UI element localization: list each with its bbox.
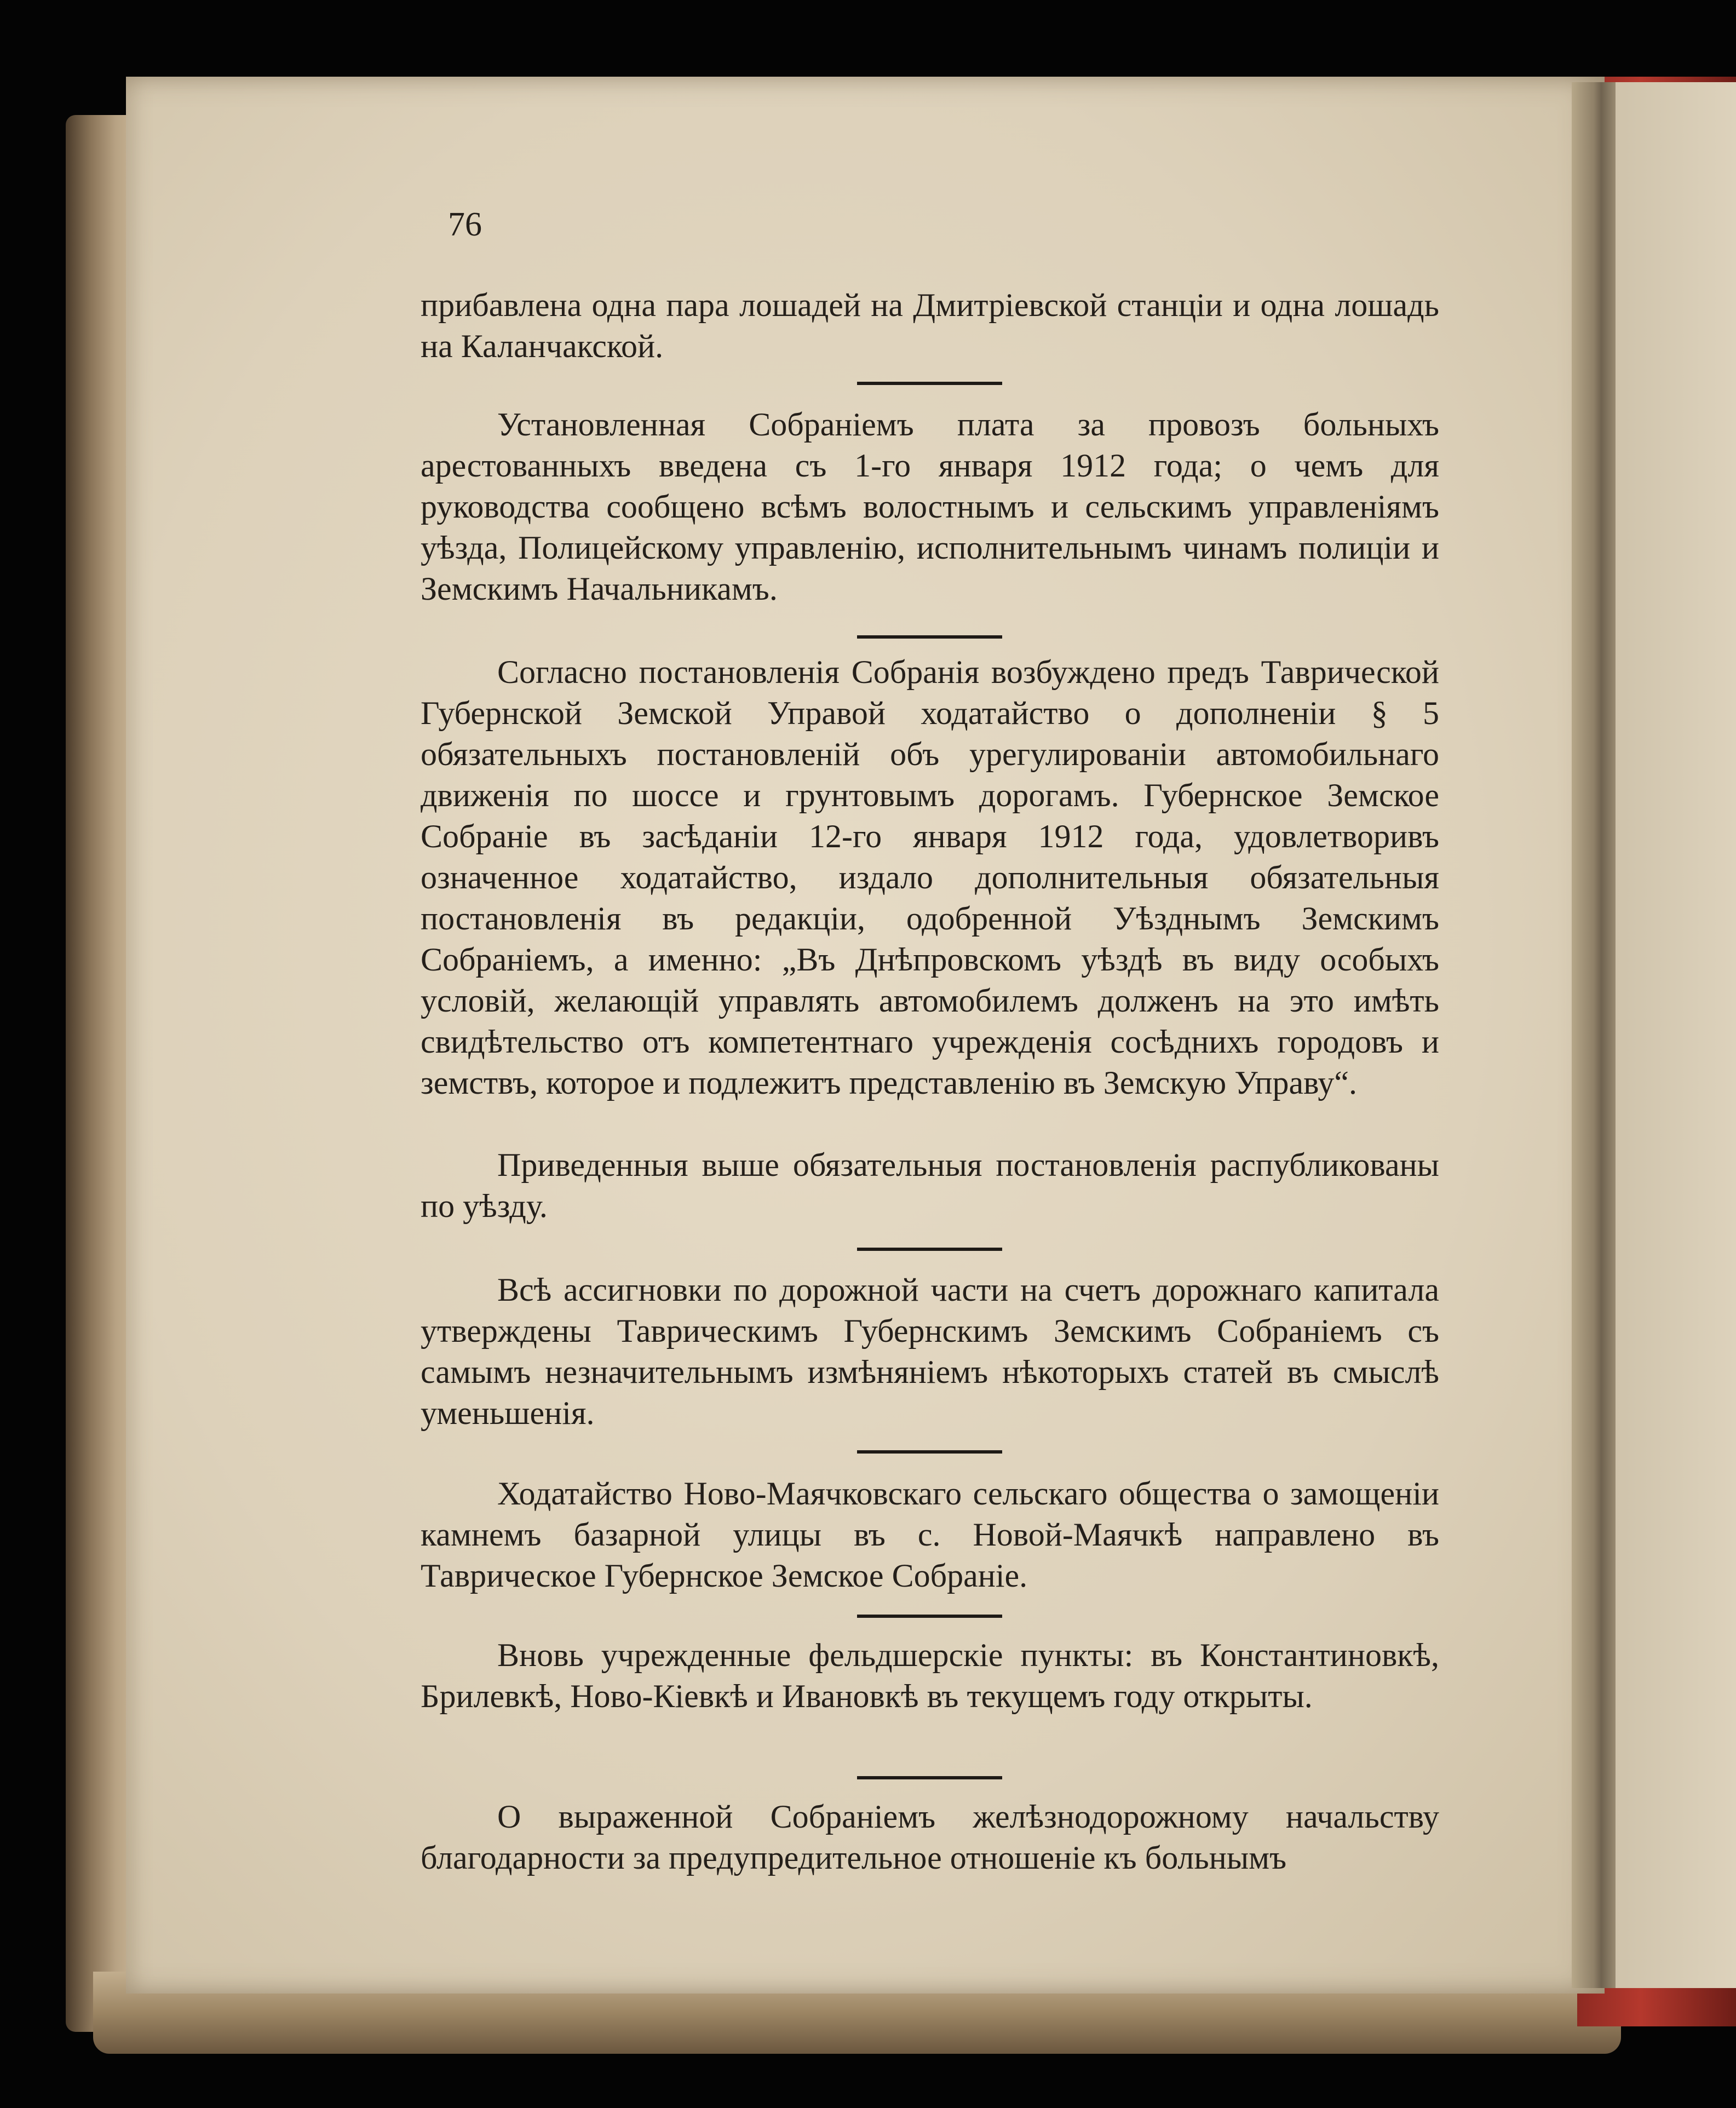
paragraph-8: О выраженной Собраніемъ желѣзнодорожному начальству благодарности за предупредительное отношеніе къ больнымъ <box>421 1799 1439 1876</box>
paragraph-1: прибавлена одна пара лошадей на Дмитріевской станціи и одна лошадь на Каланчакской. <box>421 287 1439 364</box>
section-divider <box>857 1450 1002 1454</box>
paragraph-6: Ходатайство Ново-Маячковскаго сельскаго общества о замощеніи камнемъ базарной улицы въ с. Новой-Маячкѣ направлено въ Таврическое Губернское Земское Собраніе. <box>421 1475 1439 1594</box>
paragraph-4: Приведенныя выше обязательныя постановленія распубликованы по уѣзду. <box>421 1147 1439 1224</box>
section-divider <box>857 635 1002 639</box>
paragraph-3: Согласно постановленія Собранія возбуждено предъ Таврической Губернской Земской Управой ходатайство о дополненіи § 5 обязательныхъ постановленій объ урегулированіи автомобильнаго движенія по шоссе и грунтовымъ дорогамъ. Губернское Земское Собраніе въ засѣданіи 12-го января 1912 года, удовлетворивъ означенное ходатайство, издало дополнительныя обязательныя постановленія въ редакціи, одобренной Уѣзднымъ Земскимъ Собраніемъ, а именно: „Въ Днѣпровскомъ уѣздѣ въ виду особыхъ условій, желающій управлять автомобилемъ долженъ на это имѣть свидѣтельство отъ компетентнаго учрежденія сосѣднихъ городовъ и земствъ, которое и подлежитъ представленію въ Земскую Управу“. <box>421 654 1439 1101</box>
next-page-edge <box>1616 82 1736 1988</box>
section-divider <box>857 1776 1002 1779</box>
paragraph-5: Всѣ ассигновки по дорожной части на счетъ дорожнаго капитала утверждены Таврическимъ Губернскимъ Земскимъ Собраніемъ съ самымъ незначительнымъ измѣняніемъ нѣкоторыхъ статей въ смыслѣ уменьшенія. <box>421 1272 1439 1431</box>
paragraph-2: Установленная Собраніемъ плата за провозъ больныхъ арестованныхъ введена съ 1-го января 1912 года; о чемъ для руководства сообщено всѣмъ волостнымъ и сельскимъ управленіямъ уѣзда, Полицейскому управленію, исполнительнымъ чинамъ полиціи и Земскимъ Начальникамъ. <box>421 406 1439 607</box>
section-divider <box>857 382 1002 385</box>
section-divider <box>857 1248 1002 1251</box>
book-gutter <box>1572 82 1621 1988</box>
paragraph-7: Вновь учрежденные фельдшерскіе пункты: въ Константиновкѣ, Брилевкѣ, Ново-Кіевкѣ и Ивановкѣ въ текущемъ году открыты. <box>421 1637 1439 1714</box>
section-divider <box>857 1615 1002 1618</box>
page-number: 76 <box>448 206 482 243</box>
